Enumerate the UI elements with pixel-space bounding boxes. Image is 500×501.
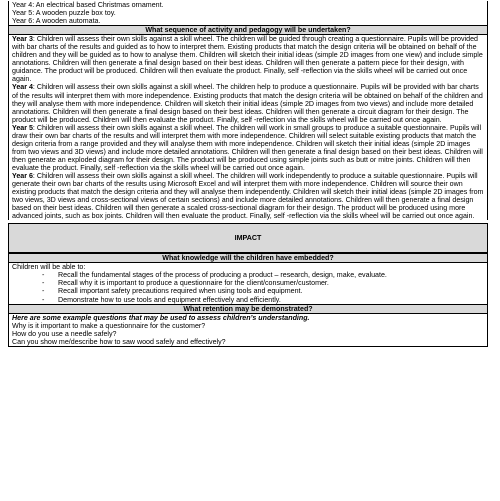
- paragraph-text: : Children will assess their own skills against a skill wheel. The children help to produce a questionnaire. Pupils will be provided with bar charts of the results will interpret them with more independence. Existing products that match the design criteria will be obtained on behalf of the children and they will analyse them with more independence. Children will sketch their initial ideas (simple 2D images from two views) and include more detailed annotations. Children will then generate a final design based on their best ideas. Children will then generate a circuit diagram for their design. The product will be produced. Children will then evaluate the product. Finally, self -reflection via the skills wheel will be carried out once again.: [12, 83, 483, 124]
- paragraph-text: : Children will assess their own skills against a skill wheel. The children will work independently to produce a suitable questionnaire. Pupils will generate their own bar charts of the results using Microsoft Excel and will interpret them with more independence. Children will source their own existing products that match the design criteria and they will analyse them independently. Children will sketch their initial ideas (simple 2D images from two views, 3D views and cross-sectional views of certain sections) and include more detailed annotations. Children will then generate a final design based on their best ideas. Children will then generate a scaled cross-sectional diagram for their design. The product will be produced using more advanced joints, such as box joints. Children will then evaluate the product. Finally, self -reflection via the skills wheel will be carried out once again.: [12, 171, 484, 221]
- paragraph-text: : Children will assess their own skills against a skill wheel. The children will be guided through creating a questionnaire. Pupils will be provided with bar charts of the results and guided as to how to interpret them. Existing products that match the design criteria will be obtained on behalf of the children and they will be guided as to how to analyse them. Children will sketch their initial ideas (simple 2D images from one view) and include simple annotations. Children will then generate a final design based on their best ideas. Children will then generate a pattern piece for their design, with guidance. The product will be produced. Children will then evaluate the product. Finally, self -reflection via the skills wheel will be carried out once again.: [12, 35, 483, 84]
- year-label: Year 6: [12, 171, 33, 180]
- intro-line: Year 5: A wooden puzzle box toy.: [12, 9, 116, 18]
- sequence-section-body: [8, 35, 488, 220]
- list-item: - Recall why it is important to produce a questionnaire for the client/consumer/customer.: [42, 279, 484, 287]
- paragraph-text: : Children will assess their own skills against a skill wheel. The children will work in small groups to produce a suitable questionnaire. Pupils will draw their own bar charts of the results and will interpret them with more independence. Children will select suitable existing products that match the design criteria from a range provided and they will analyse them with more independence. Children will sketch their initial ideas (simple 2D images from two views and 3D views) and include more detailed annotations. Children will then generate a final design based on their best ideas. Children will then generate an exploded diagram for their design. The product will be produced using simple joints such as butt or mitre joints. Children will then evaluate the product. Finally, self -reflection via the skills wheel will be carried out once again.: [12, 123, 483, 172]
- question-line: Can you show me/describe how to saw wood safely and effectively?: [12, 337, 226, 346]
- question-line: How do you use a needle safely?: [12, 329, 117, 338]
- knowledge-list: [12, 271, 484, 303]
- list-item: - Recall important safety precautions required when using tools and equipment.: [42, 287, 484, 295]
- list-item: - Recall the fundamental stages of the process of producing a product – research, design, make, evaluate.: [42, 271, 484, 279]
- knowledge-section-body: [8, 263, 488, 303]
- knowledge-lead: Children will be able to:: [12, 263, 86, 272]
- document-page: [8, 1, 488, 347]
- list-item: - Demonstrate how to use tools and equipment effectively and efficiently.: [42, 296, 484, 304]
- retention-section-body: [8, 314, 488, 347]
- year-products-list: [8, 1, 488, 25]
- year-label: Year 5: [12, 123, 33, 132]
- intro-line: Year 6: A wooden automata.: [12, 17, 101, 26]
- retention-section-header: What retention may be demonstrated?: [8, 304, 488, 314]
- sequence-section-header: What sequence of activity and pedagogy will be undertaken?: [8, 25, 488, 35]
- year-4-paragraph: [12, 83, 484, 123]
- impact-heading: IMPACT: [8, 223, 488, 253]
- year-label: Year 3: [12, 35, 33, 44]
- year-6-paragraph: [12, 172, 484, 220]
- question-line: Why is it important to make a questionnaire for the customer?: [12, 321, 206, 330]
- intro-line: Year 4: An electrical based Christmas ornament.: [12, 1, 164, 9]
- year-label: Year 4: [12, 83, 33, 92]
- knowledge-section-header: What knowledge will the children have embedded?: [8, 253, 488, 263]
- retention-intro: Here are some example questions that may be used to assess children’s understanding.: [12, 313, 310, 322]
- year-5-paragraph: [12, 124, 484, 172]
- year-3-paragraph: [12, 35, 484, 83]
